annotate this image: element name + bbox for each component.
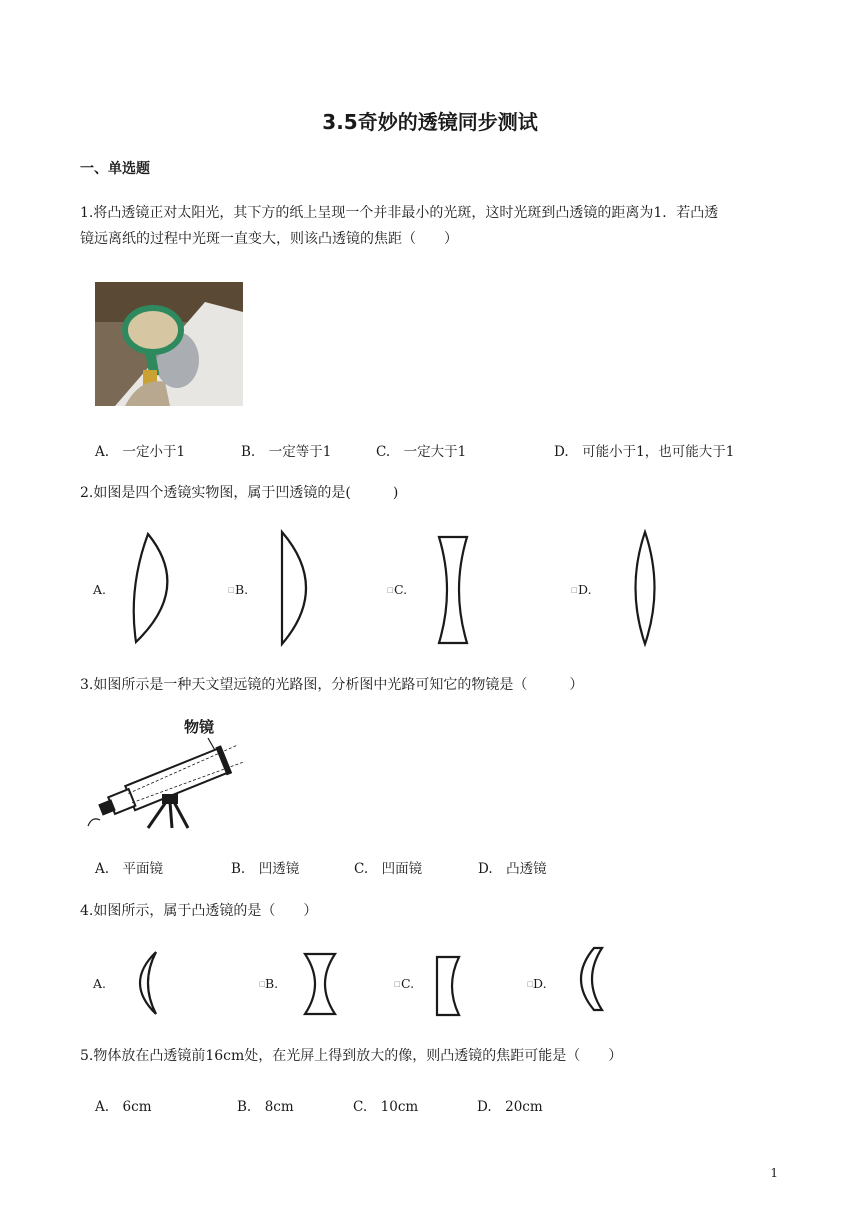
section-heading: 一、单选题 <box>80 161 150 177</box>
lens-meniscus-crescent-icon <box>132 950 162 1016</box>
lens-biconcave-small-icon <box>303 952 337 1016</box>
telescope-objective-label: 物镜 <box>184 718 215 736</box>
q1-option-b[interactable]: B. 一定等于1 <box>241 444 332 460</box>
q5-option-c[interactable]: C. 10cm <box>353 1099 419 1115</box>
q4-marker-d: □ <box>527 980 534 988</box>
question-3: 3.如图所示是一种天文望远镜的光路图，分析图中光路可知它的物镜是（ ） <box>80 677 584 693</box>
q2-marker-d: □ <box>571 586 578 594</box>
q4-label-c[interactable]: C. <box>401 976 415 991</box>
q5-option-b[interactable]: B. 8cm <box>237 1099 294 1115</box>
question-1 <box>80 200 780 252</box>
q2-marker-c: □ <box>387 586 394 594</box>
page-title: 3.5奇妙的透镜同步测试 <box>322 110 538 134</box>
q3-option-a[interactable]: A. 平面镜 <box>95 861 164 877</box>
lens-biconvex-icon <box>628 530 662 646</box>
q5-option-a[interactable]: A. 6cm <box>95 1099 152 1115</box>
page-number: 1 <box>770 1166 778 1180</box>
q3-option-c[interactable]: C. 凹面镜 <box>354 861 423 877</box>
q3-option-b[interactable]: B. 凹透镜 <box>231 861 300 877</box>
q4-label-d[interactable]: D. <box>533 976 547 991</box>
q4-marker-c: □ <box>394 980 401 988</box>
q1-option-a[interactable]: A. 一定小于1 <box>95 444 186 460</box>
telescope-diagram <box>88 730 248 830</box>
question-1-line-1: 1.将凸透镜正对太阳光，其下方的纸上呈现一个并非最小的光斑，这时光斑到凸透镜的距离为1．若凸透 <box>80 205 719 221</box>
q5-option-d[interactable]: D. 20cm <box>477 1099 543 1115</box>
q2-marker-b: □ <box>228 586 235 594</box>
question-4: 4.如图所示，属于凸透镜的是（ ） <box>80 903 318 919</box>
q1-option-c[interactable]: C. 一定大于1 <box>376 444 467 460</box>
magnifier-photo <box>95 282 243 406</box>
q3-option-d[interactable]: D. 凸透镜 <box>478 861 547 877</box>
lens-biconcave-icon <box>437 535 469 645</box>
q4-label-b[interactable]: B. <box>265 976 279 991</box>
q2-label-b[interactable]: B. <box>235 582 249 597</box>
q2-label-d[interactable]: D. <box>578 582 592 597</box>
question-1-line-2: 镜远离纸的过程中光斑一直变大，则该凸透镜的焦距（ ） <box>80 231 458 247</box>
lens-biconvex-asym-icon <box>130 530 186 646</box>
lens-plano-convex-icon <box>278 530 318 646</box>
lens-concave-meniscus-icon <box>578 946 604 1012</box>
q1-option-d[interactable]: D. 可能小于1，也可能大于1 <box>554 444 735 460</box>
q2-label-c[interactable]: C. <box>394 582 408 597</box>
q2-label-a[interactable]: A. <box>93 582 107 597</box>
q4-label-a[interactable]: A. <box>93 976 107 991</box>
question-2: 2.如图是四个透镜实物图，属于凹透镜的是( ) <box>80 485 399 501</box>
question-5: 5.物体放在凸透镜前16cm处，在光屏上得到放大的像，则凸透镜的焦距可能是（ ） <box>80 1048 623 1064</box>
lens-plano-concave-icon <box>435 955 461 1017</box>
q4-marker-b: □ <box>259 980 266 988</box>
